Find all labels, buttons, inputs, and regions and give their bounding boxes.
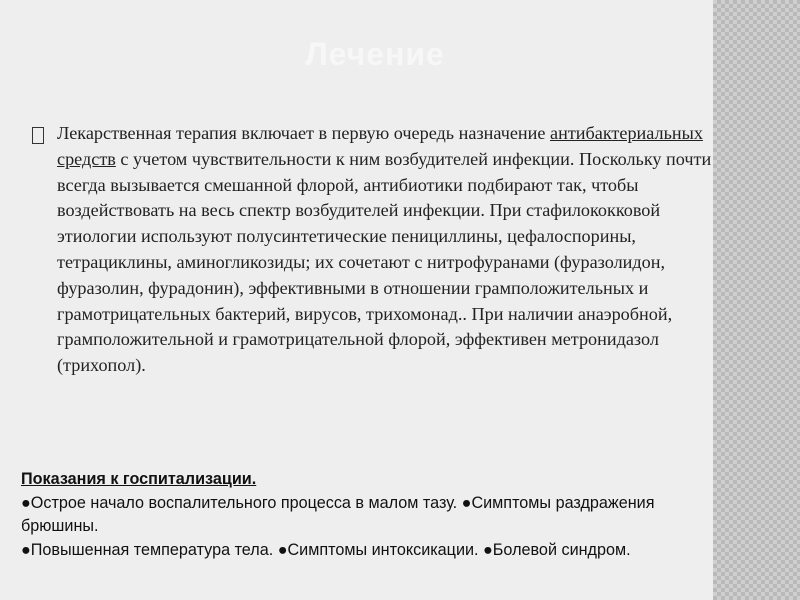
slide-title: Лечение <box>305 36 445 72</box>
hospitalization-line-2: ●Повышенная температура тела. ●Симптомы интоксикации. ●Болевой синдром. <box>21 540 631 559</box>
paragraph-rest: с учетом чувствительности к ним возбудителей инфекции. Поскольку почти всегда вызывается смешанной флорой, антибиотики подбирают так, чтобы воздействовать на весь спектр возбудителей инфекции. При стафилококковой этиологии используют полусинтетические пенициллины, цефалоспорины, тетрациклины, аминогликозиды; их сочетают с нитрофуранами (фуразолидон, фуразолин, фурадонин), эффективными в отношении грамположительных и грамотрицательных бактерий, вирусов, трихомонад.. При наличии анаэробной, грамположительной и грамотрицательной флорой, эффективен метронидазол (трихопол). <box>57 148 712 376</box>
antibacterial-link[interactable]: антибактериальных средств <box>57 123 703 169</box>
paragraph-start: Лекарственная терапия включает в первую очередь назначение <box>57 123 551 143</box>
hospitalization-line-1: ●Острое начало воспалительного процесса в малом тазу. ●Симптомы раздражения брюшины. <box>21 493 655 535</box>
treatment-paragraph <box>57 121 720 379</box>
checker-pattern-strip <box>713 0 800 600</box>
treatment-paragraph-block <box>30 121 720 379</box>
bullet-box-icon <box>32 127 44 144</box>
hospitalization-block <box>21 468 721 562</box>
hospitalization-heading: Показания к госпитализации. <box>21 470 257 488</box>
